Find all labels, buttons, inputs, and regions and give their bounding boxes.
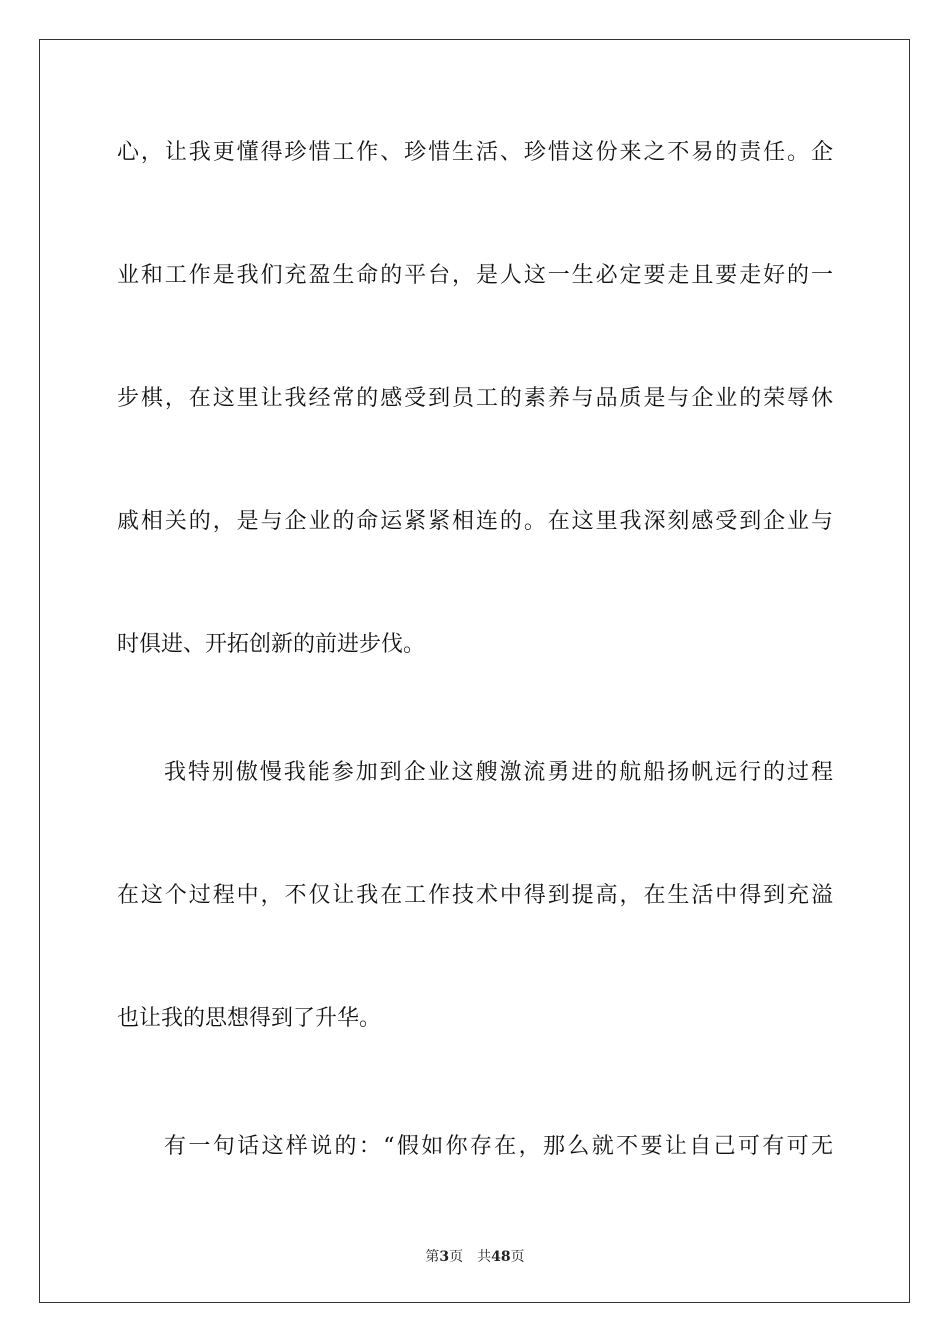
- paragraph-start-line: 我特别傲慢我能参加到企业这艘激流勇进的航船扬帆远行的过程: [164, 760, 833, 785]
- total-suffix: 页: [510, 1249, 525, 1265]
- page-prefix: 第: [425, 1249, 440, 1265]
- total-pages: 48: [491, 1249, 511, 1265]
- text-line: 步棋，在这里让我经常的感受到员工的素养与品质是与企业的荣辱休: [117, 386, 833, 411]
- total-prefix: 共: [477, 1249, 492, 1265]
- text-line: 也让我的思想得到了升华。: [117, 1006, 382, 1031]
- text-line: 在这个过程中，不仅让我在工作技术中得到提高，在生活中得到充溢: [117, 883, 833, 908]
- page-suffix: 页: [449, 1249, 464, 1265]
- text-line: 业和工作是我们充盈生命的平台，是人这一生必定要走且要走好的一: [117, 263, 833, 288]
- page-border: [39, 39, 910, 1303]
- text-line: 戚相关的，是与企业的命运紧紧相连的。在这里我深刻感受到企业与: [117, 509, 833, 534]
- text-line: 时俱进、开拓创新的前进步伐。: [117, 632, 426, 657]
- page-number: 3: [439, 1249, 450, 1265]
- text-line: 心，让我更懂得珍惜工作、珍惜生活、珍惜这份来之不易的责任。企: [117, 140, 833, 165]
- paragraph-start-line: 有一句话这样说的：“假如你存在，那么就不要让自己可有可无: [164, 1134, 833, 1159]
- page-footer: [0, 1248, 950, 1266]
